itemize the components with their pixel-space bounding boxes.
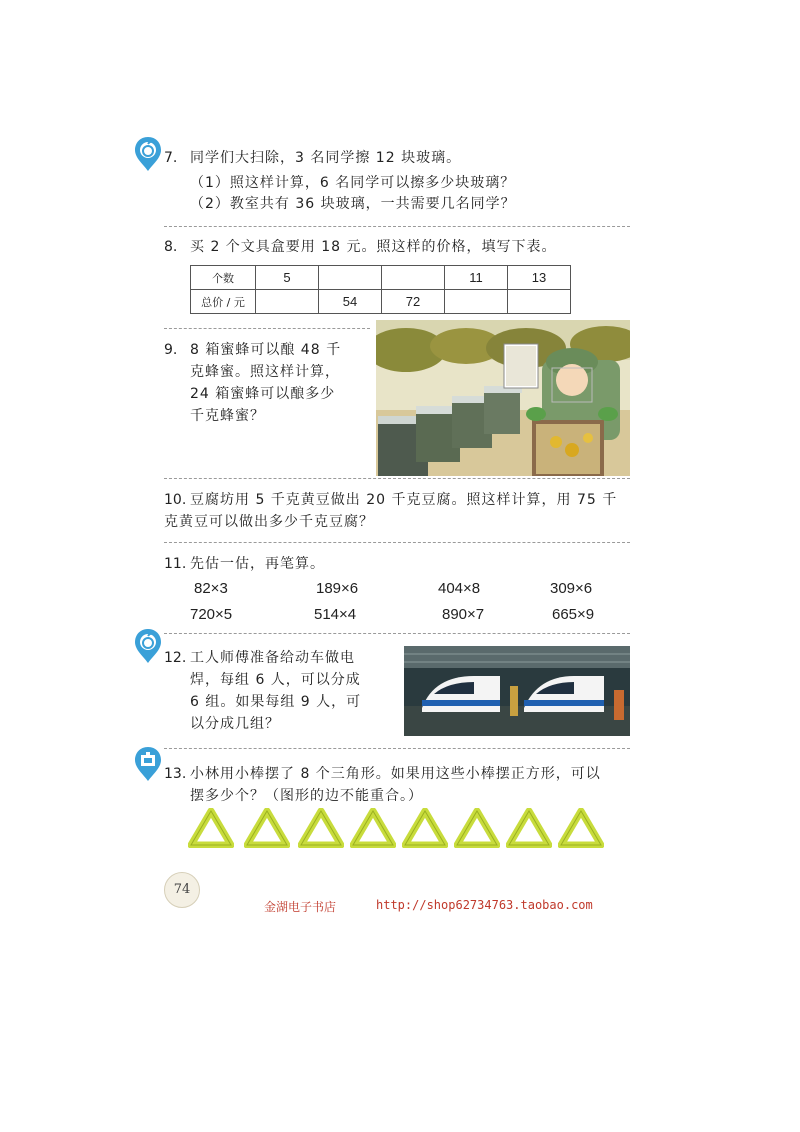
q9-line-2: 克蜂蜜。照这样计算， [190,364,340,380]
table-cell: 5 [256,266,319,290]
stick-triangle [402,808,448,848]
q7-number: 7. [164,150,178,166]
divider [164,226,630,227]
expression: 720×5 [190,606,233,623]
q13-line-1: 小林用小棒摆了 8 个三角形。如果用这些小棒摆正方形，可以 [190,766,601,782]
table-cell: 11 [445,266,508,290]
q7-subquestion-1: （1）照这样计算，6 名同学可以擦多少块玻璃？ [190,175,516,191]
divider [164,328,370,329]
beekeeper-illustration [376,320,630,476]
shop-name: 金湖电子书店 [264,900,337,914]
table-cell: 72 [382,290,445,314]
divider [164,542,630,543]
q10-line-1: 豆腐坊用 5 千克黄豆做出 20 千克豆腐。照这样计算，用 75 千 [190,492,618,508]
price-table [190,265,571,314]
table-row-label: 总价 / 元 [191,290,256,314]
q13-line-2: 摆多少个？（图形的边不能重合。） [190,788,423,804]
table-cell: 54 [319,290,382,314]
divider [164,478,630,479]
table-row [191,290,571,314]
table-cell [319,266,382,290]
expression: 189×6 [316,580,359,597]
fire-alarm-marker-icon [134,746,162,782]
table-cell [445,290,508,314]
divider [164,748,630,749]
q8-number: 8. [164,239,178,255]
stick-triangle [454,808,500,848]
expression: 82×3 [194,580,228,597]
q7-subquestion-2: （2）教室共有 36 块玻璃，一共需要几名同学？ [190,196,516,212]
q11-number: 11. [164,556,187,572]
q7-question: 同学们大扫除，3 名同学擦 12 块玻璃。 [190,150,462,166]
q12-line-4: 以分成几组？ [190,716,280,732]
q8-question: 买 2 个文具盒要用 18 元。照这样的价格，填写下表。 [190,239,557,255]
apple-marker-icon [134,136,162,172]
expression: 309×6 [550,580,593,597]
stick-triangle [244,808,290,848]
apple-marker-icon [134,628,162,664]
page-number: 74 [164,872,200,908]
q12-line-1: 工人师傅准备给动车做电 [190,650,355,666]
table-row [191,266,571,290]
table-cell [508,290,571,314]
table-row-label: 个数 [191,266,256,290]
q12-line-3: 6 组。如果每组 9 人，可 [190,694,362,710]
q10-number: 10. [164,492,187,508]
stick-triangle [558,808,604,848]
stick-triangle [188,808,234,848]
table-cell [382,266,445,290]
q11-question: 先估一估，再笔算。 [190,556,325,572]
divider [164,633,630,634]
expression: 665×9 [552,606,595,623]
q10-line-2: 克黄豆可以做出多少千克豆腐？ [164,514,374,530]
stick-triangle [506,808,552,848]
q12-number: 12. [164,650,187,666]
q12-line-2: 焊，每组 6 人，可以分成 [190,672,361,688]
expression: 514×4 [314,606,357,623]
q9-line-4: 千克蜂蜜？ [190,408,265,424]
table-cell [256,290,319,314]
train-factory-photo [404,646,630,736]
q9-line-1: 8 箱蜜蜂可以酿 48 千 [190,342,342,358]
shop-url[interactable]: http://shop62734763.taobao.com [376,898,593,912]
stick-triangle [350,808,396,848]
q9-number: 9. [164,342,178,358]
stick-triangle [298,808,344,848]
expression: 404×8 [438,580,481,597]
q9-line-3: 24 箱蜜蜂可以酿多少 [190,386,336,402]
table-cell: 13 [508,266,571,290]
q13-number: 13. [164,766,187,782]
expression: 890×7 [442,606,485,623]
